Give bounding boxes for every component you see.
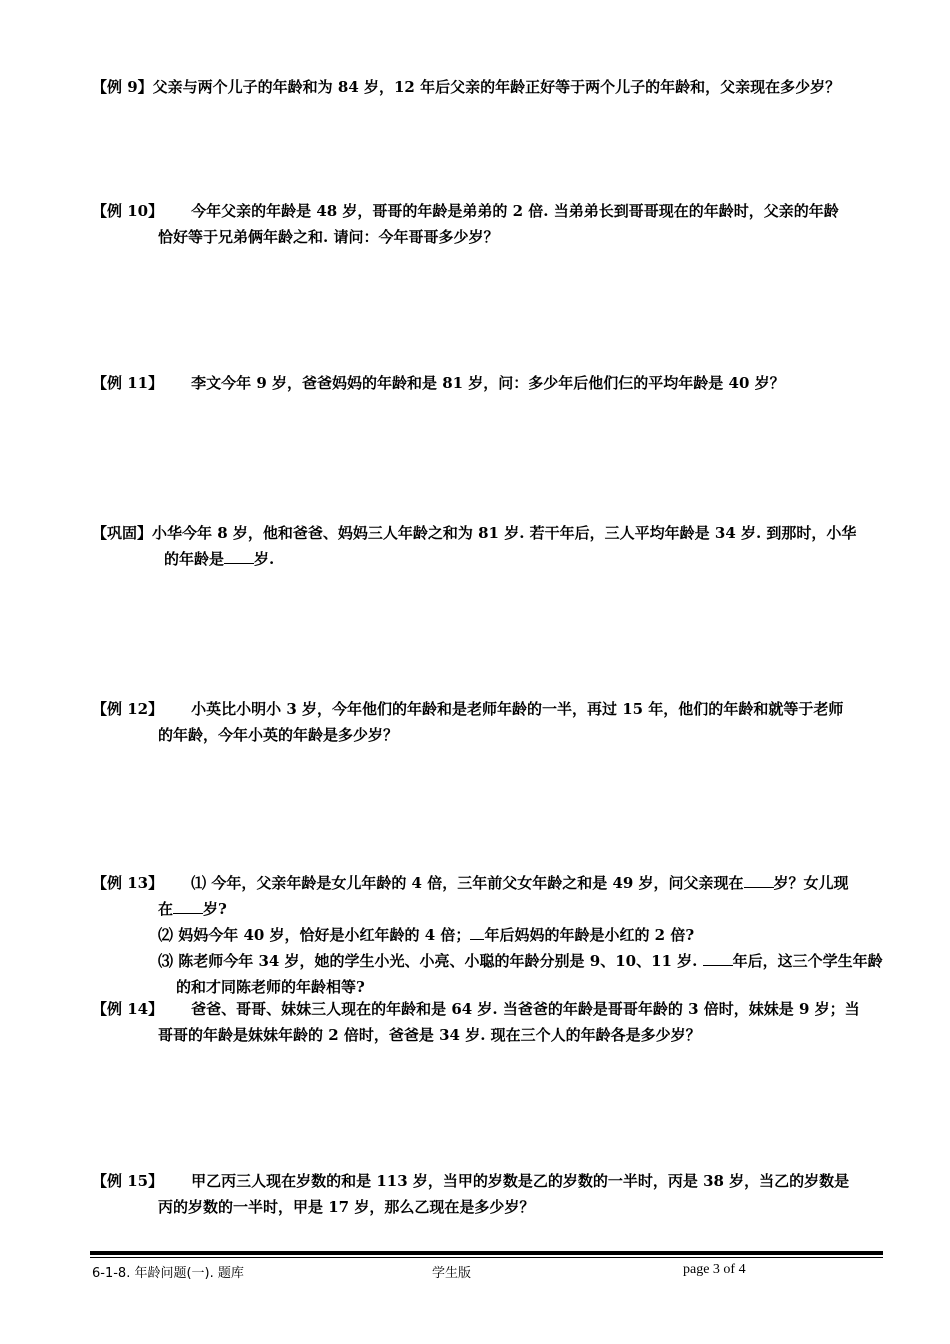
answer-blank [703,950,733,966]
problem-text: 丙的岁数的一半时，甲是 17 岁，那么乙现在是多少岁？ [158,1198,535,1216]
footer-doc-id: 6-1-8. 年龄问题(一). 题库 [92,1266,244,1281]
problem-ex9 [92,74,892,100]
problem-ex14 [92,996,892,1048]
problem-ex13 [92,870,892,1000]
problem-text: 岁. [254,550,275,568]
footer-divider [90,1251,883,1255]
footer-page-number: page 3 of 4 [683,1262,746,1277]
answer-blank [470,924,484,940]
problem-text: ⑵ 妈妈今年 40 岁，恰好是小红年龄的 4 倍； [158,926,471,944]
problem-label: 【例 11】 [92,374,164,392]
problem-text: 岁？女儿现 [773,874,849,892]
footer-edition: 学生版 [432,1266,472,1281]
problem-label: 【巩固】 [92,524,153,542]
problem-label: 【例 9】 [92,78,153,96]
problem-text: 甲乙丙三人现在岁数的和是 113 岁，当甲的岁数是乙的岁数的一半时，丙是 38 岁，当乙的岁数是 [191,1172,850,1190]
problem-label: 【例 13】 [92,874,164,892]
problem-text: 岁? [203,900,227,918]
problem-ex10 [92,198,892,250]
problem-text: 年后妈妈的年龄是小红的 2 倍? [484,926,695,944]
problem-text: 恰好等于兄弟俩年龄之和. 请问：今年哥哥多少岁？ [158,228,499,246]
answer-blank [224,548,254,564]
problem-text: 小华今年 8 岁，他和爸爸、妈妈三人年龄之和为 81 岁. 若干年后，三人平均年龄是 34 岁. 到那时，小华 [152,524,857,542]
problem-label: 【例 12】 [92,700,164,718]
footer-divider-thin [90,1257,883,1258]
problem-text: 的年龄，今年小英的年龄是多少岁？ [158,726,399,744]
problem-text: 的年龄是 [164,550,225,568]
problem-text: 爸爸、哥哥、妹妹三人现在的年龄和是 64 岁. 当爸爸的年龄是哥哥年龄的 3 倍时，妹妹是 9 岁；当 [191,1000,860,1018]
problem-text: 今年父亲的年龄是 48 岁，哥哥的年龄是弟弟的 2 倍. 当弟弟长到哥哥现在的年龄时，父亲的年龄 [191,202,839,220]
problem-text: 的和才同陈老师的年龄相等? [176,978,365,996]
answer-blank [744,872,774,888]
problem-text: ⑴ 今年，父亲年龄是女儿年龄的 4 倍，三年前父女年龄之和是 49 岁，问父亲现在 [191,874,744,892]
problem-text: ⑶ 陈老师今年 34 岁，她的学生小光、小亮、小聪的年龄分别是 9、10、11 岁. [158,952,703,970]
answer-blank [173,898,203,914]
problem-ex12 [92,696,892,748]
problem-text: 在 [158,900,174,918]
problem-text: 年后，这三个学生年龄 [732,952,883,970]
problem-text: 小英比小明小 3 岁，今年他们的年龄和是老师年龄的一半，再过 15 年，他们的年龄和就等于老师 [191,700,844,718]
problem-label: 【例 14】 [92,1000,164,1018]
problem-ex15 [92,1168,892,1220]
problem-text: 李文今年 9 岁，爸爸妈妈的年龄和是 81 岁，问：多少年后他们仨的平均年龄是 40 岁？ [191,374,785,392]
problem-label: 【例 15】 [92,1172,164,1190]
problem-text: 父亲与两个儿子的年龄和为 84 岁，12 年后父亲的年龄正好等于两个儿子的年龄和，父亲现在多少岁？ [152,78,841,96]
problem-consolidate [92,520,892,572]
problem-text: 哥哥的年龄是妹妹年龄的 2 倍时，爸爸是 34 岁. 现在三个人的年龄各是多少岁？ [158,1026,701,1044]
problem-ex11 [92,370,892,396]
problem-label: 【例 10】 [92,202,164,220]
